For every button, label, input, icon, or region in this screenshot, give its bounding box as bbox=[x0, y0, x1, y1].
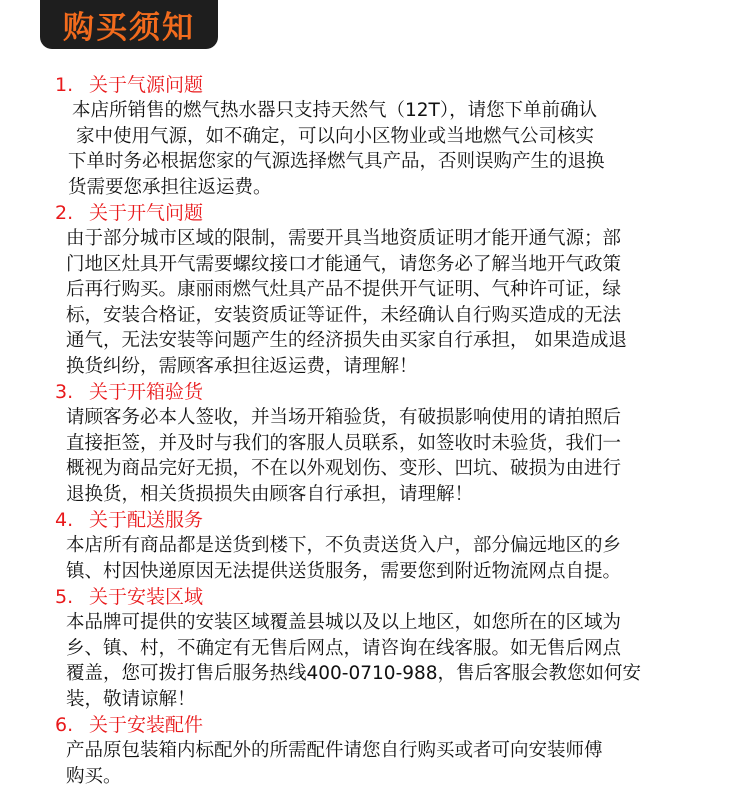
section-text-line: 概视为商品完好无损，不在以外观划伤、变形、凹坑、破损为由进行 bbox=[0, 456, 750, 482]
section-text-line: 下单时务必根据您家的气源选择燃气具产品，否则误购产生的退换 bbox=[0, 149, 750, 175]
section-heading: 1. 关于气源问题 bbox=[0, 72, 750, 98]
section-text-line: 直接拒签，并及时与我们的客服人员联系，如签收时未验货，我们一 bbox=[0, 431, 750, 457]
section-text-line: 货需要您承担往返运费。 bbox=[0, 175, 750, 201]
notice-section-delivery bbox=[0, 507, 750, 584]
section-text-line: 本品牌可提供的安装区域覆盖县城以及以上地区，如您所在的区域为 bbox=[0, 610, 750, 636]
notice-section-install-area bbox=[0, 584, 750, 712]
page-title: 购买须知 bbox=[63, 2, 195, 47]
section-text-line: 覆盖，您可拨打售后服务热线400-0710-988，售后客服会教您如何安 bbox=[0, 661, 750, 687]
section-text-line: 门地区灶具开气需要螺纹接口才能通气，请您务必了解当地开气政策 bbox=[0, 252, 750, 278]
section-text-line: 请顾客务必本人签收，并当场开箱验货，有破损影响使用的请拍照后 bbox=[0, 405, 750, 431]
notice-section-gas-source bbox=[0, 72, 750, 200]
section-text-line: 家中使用气源，如不确定，可以向小区物业或当地燃气公司核实 bbox=[0, 124, 750, 150]
section-heading: 2. 关于开气问题 bbox=[0, 200, 750, 226]
section-heading: 3. 关于开箱验货 bbox=[0, 379, 750, 405]
section-heading: 6. 关于安装配件 bbox=[0, 712, 750, 738]
section-text-line: 本店所有商品都是送货到楼下，不负责送货入户，部分偏远地区的乡 bbox=[0, 533, 750, 559]
section-text-line: 标，安装合格证，安装资质证等证件，未经确认自行购买造成的无法 bbox=[0, 303, 750, 329]
section-text-line: 乡、镇、村，不确定有无售后网点，请咨询在线客服。如无售后网点 bbox=[0, 636, 750, 662]
section-text-line: 本店所销售的燃气热水器只支持天然气（12T），请您下单前确认 bbox=[0, 98, 750, 124]
notice-section-gas-activation bbox=[0, 200, 750, 379]
notice-section-unboxing bbox=[0, 379, 750, 507]
section-text-line: 装，敬请谅解！ bbox=[0, 687, 750, 713]
title-badge bbox=[40, 0, 218, 49]
section-text-line: 产品原包装箱内标配外的所需配件请您自行购买或者可向安装师傅 bbox=[0, 738, 750, 764]
section-text-line: 换货纠纷，需顾客承担往返运费，请理解！ bbox=[0, 354, 750, 380]
section-heading: 4. 关于配送服务 bbox=[0, 507, 750, 533]
section-text-line: 后再行购买。康丽雨燃气灶具产品不提供开气证明、气种许可证，绿 bbox=[0, 277, 750, 303]
section-text-line: 由于部分城市区域的限制，需要开具当地资质证明才能开通气源；部 bbox=[0, 226, 750, 252]
section-text-line: 购买。 bbox=[0, 764, 750, 789]
notice-section-install-parts bbox=[0, 712, 750, 789]
section-text-line: 通气，无法安装等问题产生的经济损失由买家自行承担， 如果造成退 bbox=[0, 328, 750, 354]
notice-list bbox=[0, 72, 750, 789]
section-heading: 5. 关于安装区域 bbox=[0, 584, 750, 610]
section-text-line: 退换货，相关货损损失由顾客自行承担，请理解！ bbox=[0, 482, 750, 508]
section-text-line: 镇、村因快递原因无法提供送货服务，需要您到附近物流网点自提。 bbox=[0, 559, 750, 585]
